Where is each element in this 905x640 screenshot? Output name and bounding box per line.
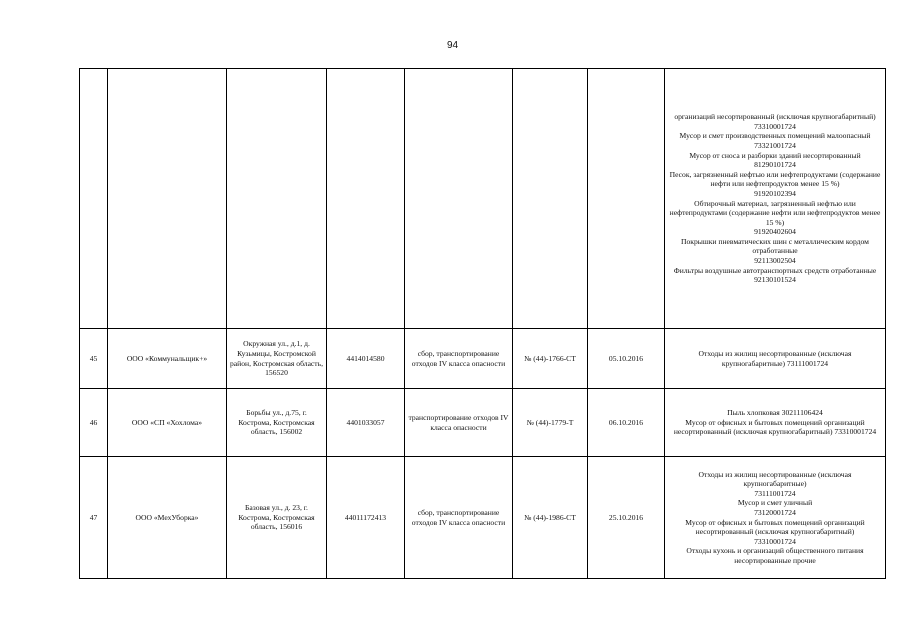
waste-entry: Мусор и смет уличный bbox=[737, 498, 813, 508]
row-number: 45 bbox=[80, 329, 108, 389]
license-registry-table bbox=[79, 68, 886, 579]
row-number: 46 bbox=[80, 389, 108, 457]
organization-address: Базовая ул., д. 23, г. Кострома, Костромская область, 156016 bbox=[227, 457, 327, 579]
license-number: № (44)-1766-СТ bbox=[513, 329, 588, 389]
organization-name: ООО «СП «Хохлома» bbox=[108, 389, 227, 457]
cell-empty bbox=[327, 69, 405, 329]
inn-number: 4414014580 bbox=[327, 329, 405, 389]
license-number: № (44)-1779-Т bbox=[513, 389, 588, 457]
cell-empty bbox=[108, 69, 227, 329]
organization-name: ООО «МехУборка» bbox=[108, 457, 227, 579]
waste-entry: 91920402604 bbox=[754, 227, 796, 237]
waste-entry: 73310001724 bbox=[754, 121, 796, 131]
waste-entry: Отходы кухонь и организаций общественного питания несортированные прочие bbox=[686, 546, 864, 565]
waste-entry: Покрышки пневматических шин с металлическим кордом отработанные bbox=[681, 236, 869, 256]
waste-entry: 81290101724 bbox=[754, 160, 796, 170]
waste-entry: Песок, загрязненный нефтью или нефтепродуктами (содержание нефти или нефтепродуктов менее 15 %) bbox=[669, 169, 881, 189]
inn-number: 4401033057 bbox=[327, 389, 405, 457]
waste-entry: Обтирочный материал, загрязненный нефтью или нефтепродуктами (содержание нефти или нефтепродуктов менее 15 %) bbox=[669, 198, 881, 227]
row-number: 47 bbox=[80, 457, 108, 579]
table-row bbox=[80, 329, 886, 389]
page-number: 94 bbox=[446, 40, 459, 51]
waste-list bbox=[665, 329, 886, 389]
waste-entry: Отходы из жилищ несортированные (исключая крупногабаритные) bbox=[698, 469, 852, 489]
activity-type: транспортирование отходов IV класса опасности bbox=[405, 389, 513, 457]
waste-entry: 73321001724 bbox=[754, 140, 796, 150]
waste-entry: Мусор и смет производственных помещений малоопасный bbox=[679, 131, 871, 141]
waste-entry: 92130101524 bbox=[754, 275, 796, 285]
table-row-continuation bbox=[80, 69, 886, 329]
waste-entry: Мусор от офисных и бытовых помещений организаций несортированный (исключая крупногабаритный) 73310001724 bbox=[673, 417, 877, 437]
waste-entry: 73310001724 bbox=[754, 536, 796, 546]
inn-number: 44011172413 bbox=[327, 457, 405, 579]
license-date: 05.10.2016 bbox=[588, 329, 665, 389]
table-row bbox=[80, 389, 886, 457]
waste-entry: 91920102394 bbox=[754, 188, 796, 198]
waste-list bbox=[665, 457, 886, 579]
license-number: № (44)-1986-СТ bbox=[513, 457, 588, 579]
cell-empty bbox=[80, 69, 108, 329]
waste-entry: Мусор от сноса и разборки зданий несортированный bbox=[689, 150, 861, 160]
organization-name: ООО «Коммунальщик+» bbox=[108, 329, 227, 389]
waste-entry: Пыль хлопковая 30211106424 bbox=[727, 408, 823, 418]
cell-empty bbox=[227, 69, 327, 329]
waste-entry: 73111001724 bbox=[754, 488, 796, 498]
activity-type: сбор, транспортирование отходов IV класса опасности bbox=[405, 329, 513, 389]
waste-list bbox=[665, 389, 886, 457]
table-row bbox=[80, 457, 886, 579]
cell-empty bbox=[513, 69, 588, 329]
organization-address: Борьбы ул., д.75, г. Кострома, Костромская область, 156002 bbox=[227, 389, 327, 457]
waste-entry: Мусор от офисных и бытовых помещений организаций несортированный (исключая крупногабаритный) bbox=[685, 517, 865, 537]
cell-empty bbox=[405, 69, 513, 329]
license-date: 25.10.2016 bbox=[588, 457, 665, 579]
license-date: 06.10.2016 bbox=[588, 389, 665, 457]
cell-empty bbox=[588, 69, 665, 329]
waste-entry: организаций несортированный (исключая крупногабаритный) bbox=[674, 112, 876, 122]
organization-address: Окружная ул., д.1, д. Кузьмицы, Костромской район, Костромская область, 156520 bbox=[227, 329, 327, 389]
activity-type: сбор, транспортирование отходов IV класса опасности bbox=[405, 457, 513, 579]
waste-list-continuation bbox=[665, 69, 886, 329]
waste-entry: Отходы из жилищ несортированные (исключая крупногабаритные) 73111001724 bbox=[698, 348, 852, 368]
waste-entry: 92113002504 bbox=[754, 256, 796, 266]
waste-entry: Фильтры воздушные автотранспортных средств отработанные bbox=[673, 265, 877, 275]
waste-entry: 73120001724 bbox=[754, 507, 796, 517]
